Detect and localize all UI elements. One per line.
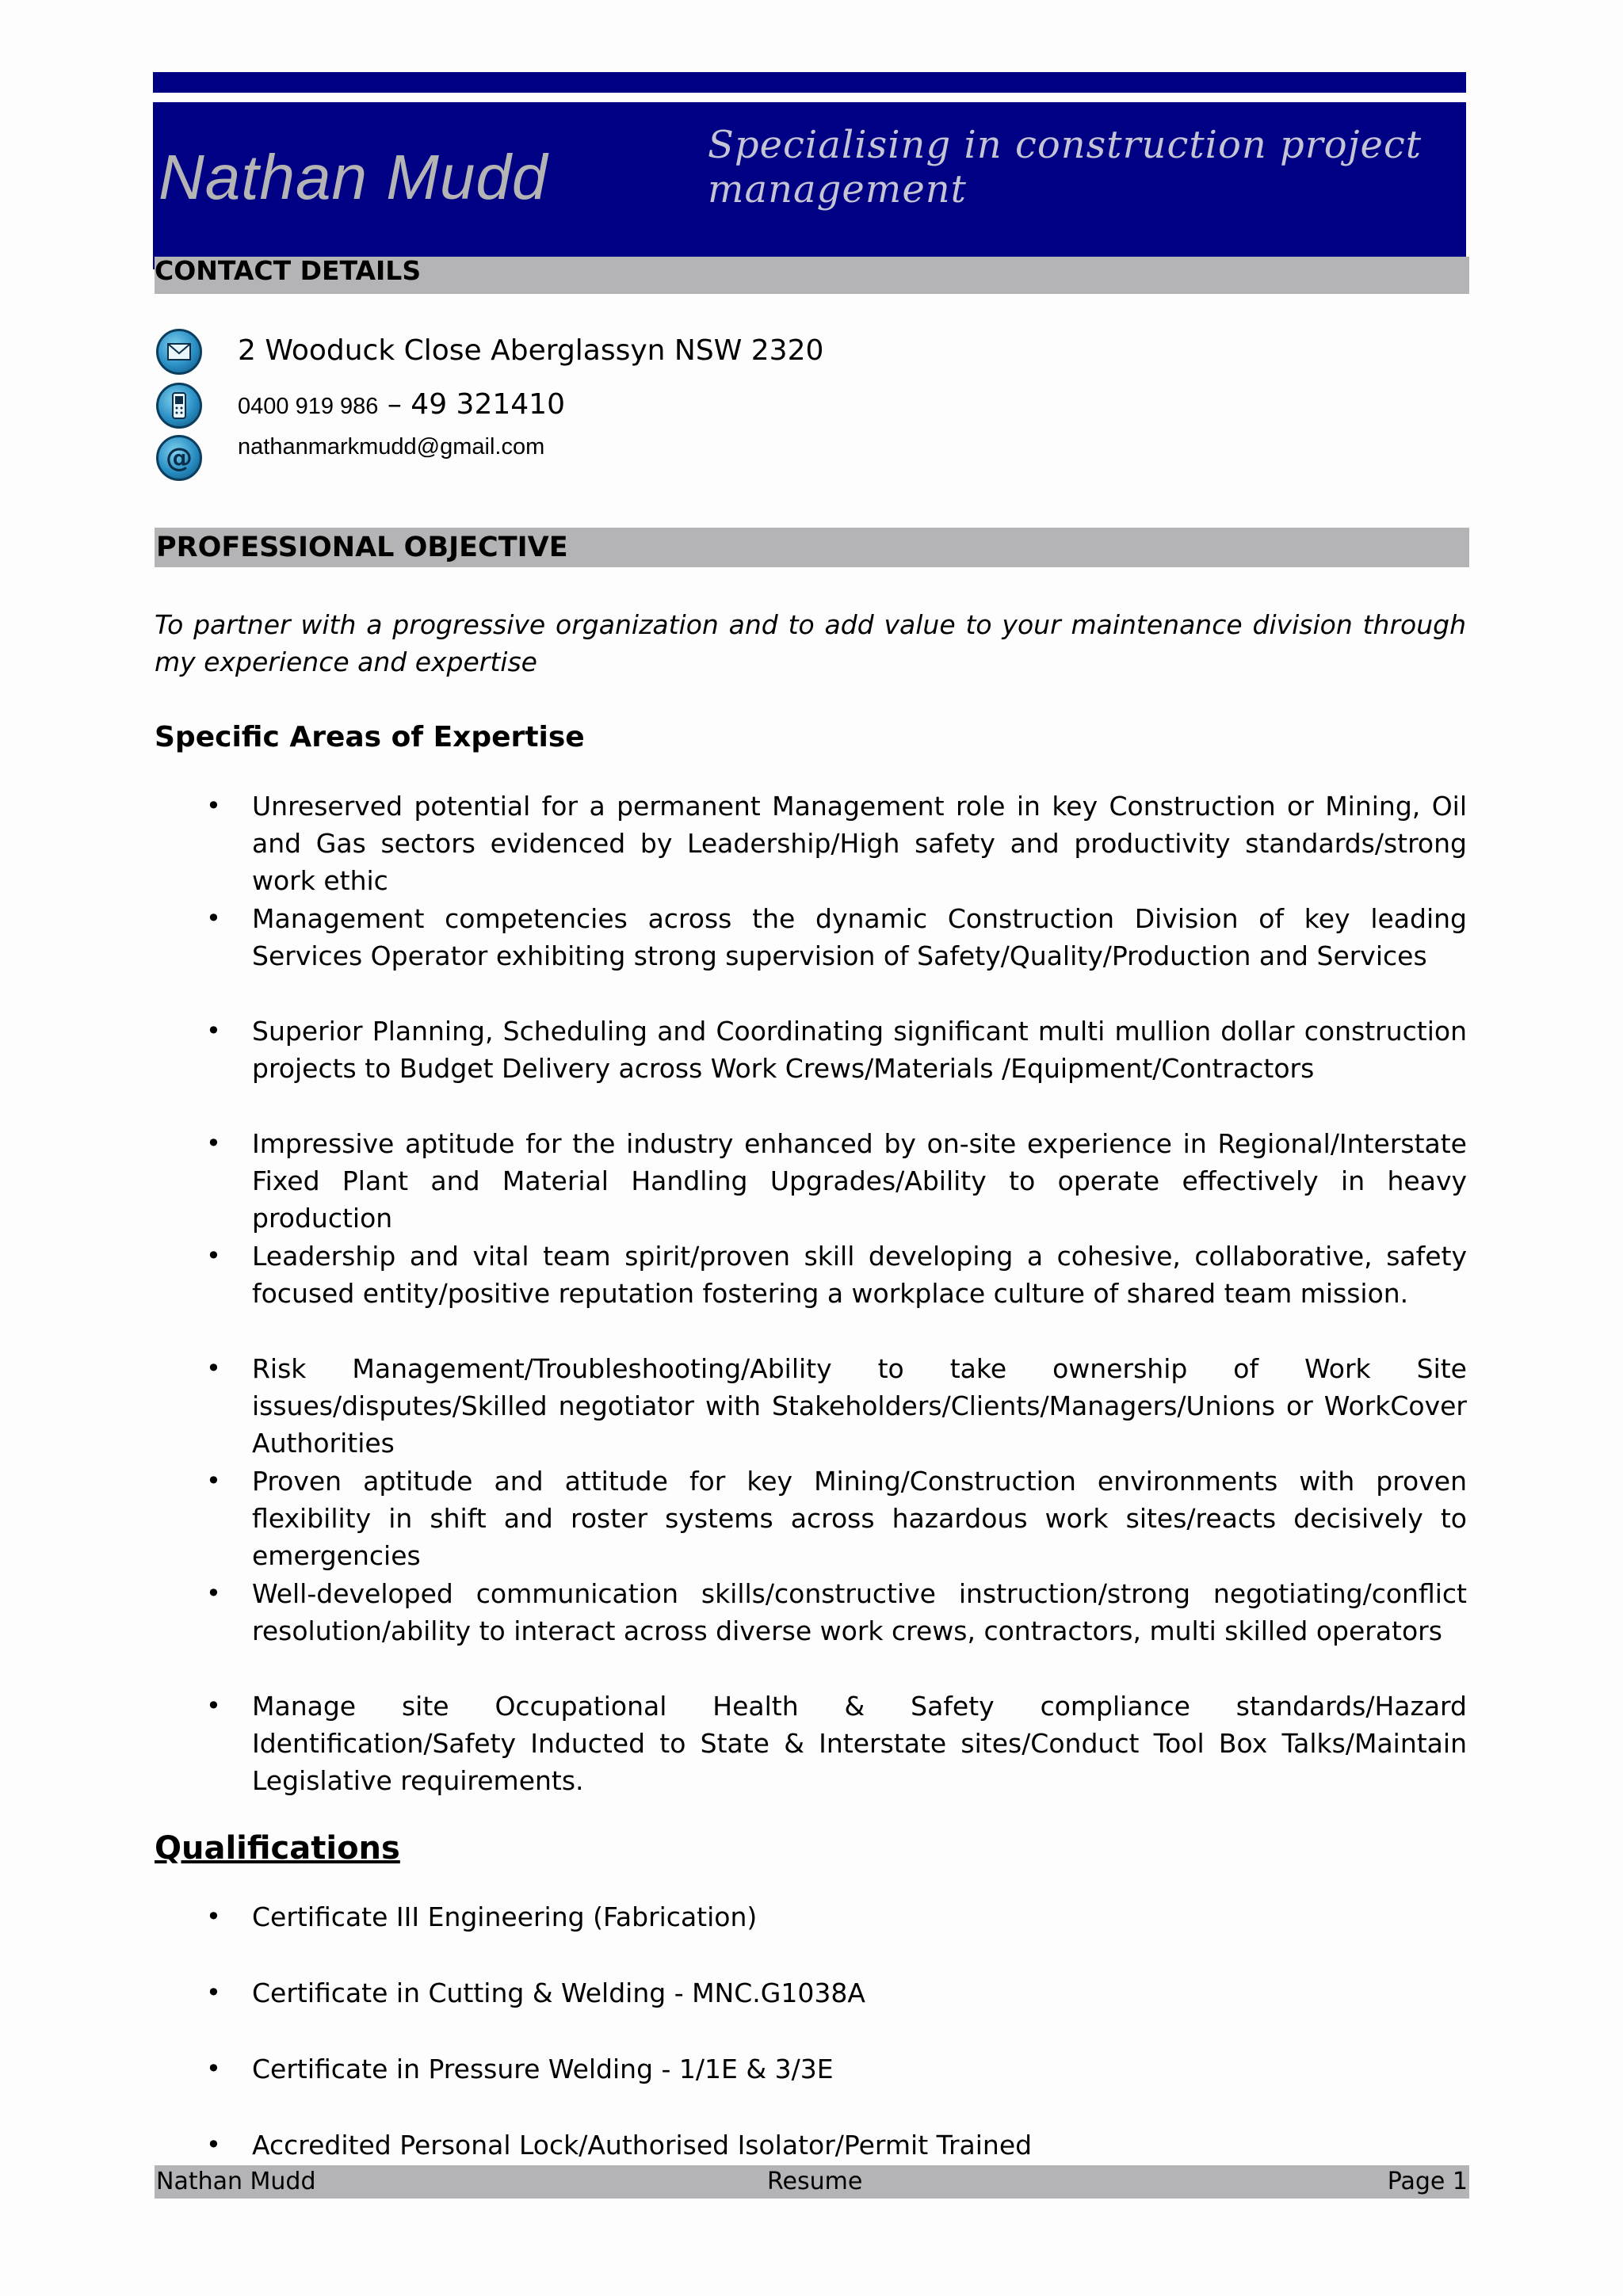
bullet-marker: • bbox=[206, 1901, 221, 1932]
bullet-marker: • bbox=[206, 1353, 221, 1383]
qualification-item: Certificate in Cutting & Welding - MNC.G1038A bbox=[252, 1978, 865, 2008]
expertise-heading: Specific Areas of Expertise bbox=[155, 721, 585, 753]
objective-text: To partner with a progressive organization and to add value to your maintenance division through my experience and expertise bbox=[155, 609, 1466, 677]
bullet-marker: • bbox=[206, 1128, 221, 1158]
expertise-item: Impressive aptitude for the industry enhanced by on-site experience in Regional/Interstate Fixed Plant and Material Handling Upgrades/Ability to operate effectively in heavy production bbox=[252, 1128, 1467, 1234]
page-footer bbox=[155, 2165, 1469, 2199]
bullet-marker: • bbox=[206, 1578, 221, 1608]
expertise-item: Management competencies across the dynamic Construction Division of key leading Services Operator exhibiting strong supervision of Safety/Quality/Production and Services bbox=[252, 903, 1467, 971]
expertise-item: Risk Management/Troubleshooting/Ability to take ownership of Work Site issues/disputes/Skilled negotiator with Stakeholders/Clients/Managers/Unions or WorkCover Authorities bbox=[252, 1353, 1467, 1459]
contact-heading: CONTACT DETAILS bbox=[155, 255, 422, 286]
contact-phone-line bbox=[238, 388, 565, 421]
qualifications-heading: Qualifications bbox=[155, 1830, 400, 1867]
qualification-item: Certificate III Engineering (Fabrication) bbox=[252, 1901, 758, 1932]
expertise-item: Unreserved potential for a permanent Management role in key Construction or Mining, Oil and Gas sectors evidenced by Leadership/High safety and productivity standards/strong work ethic bbox=[252, 791, 1467, 896]
expertise-item: Manage site Occupational Health & Safety compliance standards/Hazard Identification/Safety Inducted to State & Interstate sites/Conduct Tool Box Talks/Maintain Legislative requirements. bbox=[252, 1691, 1467, 1796]
bullet-marker: • bbox=[206, 1691, 221, 1721]
contact-landline: – 49 321410 bbox=[378, 388, 565, 421]
resume-name: Nathan Mudd bbox=[158, 142, 548, 212]
qualification-item: Accredited Personal Lock/Authorised Isolator/Permit Trained bbox=[252, 2130, 1033, 2161]
bullet-marker: • bbox=[206, 1466, 221, 1496]
at-sign-icon: @ bbox=[156, 435, 202, 481]
bullet-marker: • bbox=[206, 1241, 221, 1271]
bullet-marker: • bbox=[206, 1978, 221, 2008]
envelope-icon bbox=[156, 329, 202, 375]
contact-mobile: 0400 919 986 bbox=[238, 394, 379, 419]
contact-email[interactable]: nathanmarkmudd@gmail.com bbox=[238, 434, 545, 460]
objective-heading: PROFESSIONAL OBJECTIVE bbox=[155, 528, 1469, 567]
bullet-marker: • bbox=[206, 2054, 221, 2084]
expertise-item: Superior Planning, Scheduling and Coordinating significant multi mullion dollar construction projects to Budget Delivery across Work Crews/Materials /Equipment/Contractors bbox=[252, 1016, 1467, 1084]
header-top-rule bbox=[153, 72, 1466, 93]
phone-icon bbox=[156, 383, 202, 429]
expertise-item: Leadership and vital team spirit/proven skill developing a cohesive, collaborative, safety focused entity/positive reputation fostering a workplace culture of shared team mission. bbox=[252, 1241, 1467, 1309]
bullet-marker: • bbox=[206, 1016, 221, 1046]
contact-address: 2 Wooduck Close Aberglassyn NSW 2320 bbox=[238, 334, 824, 367]
expertise-item: Well-developed communication skills/constructive instruction/strong negotiating/conflict resolution/ability to interact across diverse work crews, contractors, multi skilled operators bbox=[252, 1578, 1467, 1646]
expertise-item: Proven aptitude and attitude for key Mining/Construction environments with proven flexibility in shift and roster systems across hazardous work sites/reacts decisively to emergencies bbox=[252, 1466, 1467, 1571]
bullet-marker: • bbox=[206, 903, 221, 933]
bullet-marker: • bbox=[206, 2130, 221, 2160]
footer-doc-type: Resume bbox=[767, 2168, 863, 2195]
resume-tagline: Specialising in construction project management bbox=[708, 123, 1423, 212]
bullet-marker: • bbox=[206, 791, 221, 821]
qualification-item: Certificate in Pressure Welding - 1/1E & 3/3E bbox=[252, 2054, 834, 2084]
footer-page-number: Page 1 bbox=[1387, 2168, 1468, 2195]
footer-name: Nathan Mudd bbox=[156, 2168, 316, 2195]
